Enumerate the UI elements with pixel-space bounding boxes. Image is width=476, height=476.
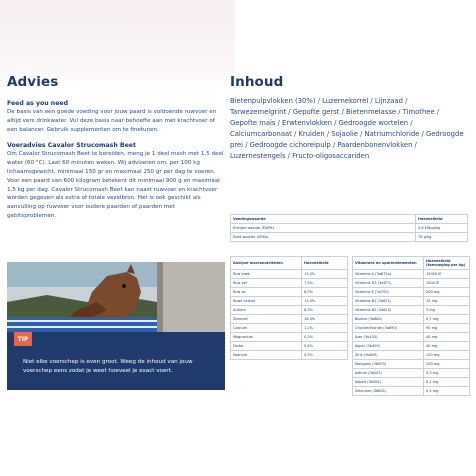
- table-cell: 90 mg: [424, 324, 470, 333]
- feed-text: De basis van een goede voeding voor jouw paard is voldoende ruwvoer en altijd vers drinkwater. Vul deze basis naar behoefte aan met krachtvoer of een balancer. Gebruik supplementen om te finetunen.: [7, 109, 217, 133]
- table-row: [231, 315, 348, 324]
- table-row: [353, 297, 470, 306]
- table-header: Vitamines en sporenelementen: [353, 257, 424, 270]
- tip-text: Niet elke voerschep is even groot. Weeg de inhoud van jouw voerschep eens zodat je weet hoeveel je exact voert.: [23, 359, 193, 374]
- table-cell: Vitamine D3 (3a671): [353, 279, 424, 288]
- horse-photo: [7, 262, 225, 332]
- ingredients-text: Bietenpulpvlokken (30%) / Luzernekorrel / Lijnzaad / Tarwezemelgrint / Gepofte gerst / Bietenmelasse / Timothee / Gepofte maïs / Erwtenvlokken / Gedroogde wortelen / Calciumcarbonaat / Kruiden / Sojaolie / Natriumchloride / Gedroogde prei / Gedroogde cichoreipulp / Paardenbonenvlokken / Luzernestengels / Fructo-oligosaccariden: [230, 97, 464, 160]
- table-cell: Koper (3b405): [353, 342, 424, 351]
- table-cell: 0,3 mg: [424, 369, 470, 378]
- advice-title: Advies: [7, 74, 59, 90]
- table-header: Analyse macronutriënten: [231, 257, 302, 270]
- table-row: [353, 387, 470, 396]
- feed-heading: Feed as you need: [7, 100, 69, 107]
- table-cell: 0,4%: [302, 342, 348, 351]
- tip-label: TIP: [14, 332, 32, 346]
- table-cell: 0,2%: [302, 333, 348, 342]
- table-cell: 200 mg: [424, 288, 470, 297]
- table-cell: 8,5%: [302, 306, 348, 315]
- table-row: [353, 279, 470, 288]
- table-row: [353, 288, 470, 297]
- content-column: [230, 74, 470, 162]
- table-cell: 1,2%: [302, 324, 348, 333]
- table-row: [231, 288, 348, 297]
- table-cell: 0,8 EWpa/kg: [416, 224, 468, 233]
- table-row: [231, 297, 348, 306]
- table-cell: 3 mg: [424, 306, 470, 315]
- table-row: [353, 270, 470, 279]
- vitamins-table: [352, 256, 470, 396]
- table-header: Hoeveelheid: [302, 257, 348, 270]
- table-cell: 1500 IE: [424, 279, 470, 288]
- table-cell: 13,0%: [302, 297, 348, 306]
- table-cell: Ruw as: [231, 288, 302, 297]
- table-cell: Calcium: [231, 324, 302, 333]
- table-cell: Jodium (3b202): [353, 369, 424, 378]
- table-cell: 78 g/kg: [416, 233, 468, 242]
- table-cell: Natrium: [231, 351, 302, 360]
- table-cell: Fosfor: [231, 342, 302, 351]
- table-row: [353, 315, 470, 324]
- table-header-row: [231, 215, 468, 224]
- table-cell: 40 mg: [424, 333, 470, 342]
- table-row: [353, 324, 470, 333]
- table-row: [231, 306, 348, 315]
- table-cell: 13,0%: [302, 270, 348, 279]
- table-row: [231, 233, 468, 242]
- table-cell: Zetmeel: [231, 315, 302, 324]
- table-cell: Ruw vet: [231, 279, 302, 288]
- table-cell: 0,4 mg: [424, 387, 470, 396]
- table-cell: Vitamine B1 (3a821): [353, 297, 424, 306]
- table-cell: IJzer (3b103): [353, 333, 424, 342]
- table-row: [353, 342, 470, 351]
- table-cell: 100 mg: [424, 360, 470, 369]
- table-header-row: [353, 257, 470, 270]
- table-row: [231, 342, 348, 351]
- table-cell: 0,5%: [302, 351, 348, 360]
- table-cell: 120 mg: [424, 351, 470, 360]
- advice-column: [7, 74, 225, 221]
- table-header: Hoeveelheid: [416, 215, 468, 224]
- table-row: [353, 369, 470, 378]
- table-row: [353, 351, 470, 360]
- table-cell: 0,1 mg: [424, 378, 470, 387]
- table-row: [231, 324, 348, 333]
- table-row: [231, 351, 348, 360]
- table-cell: Selenium (3b801): [353, 387, 424, 396]
- table-row: [231, 224, 468, 233]
- table-cell: Ruwe celstof: [231, 297, 302, 306]
- table-cell: Eiwit waarde (VREp): [231, 233, 416, 242]
- table-cell: Cholinechloride (3a890): [353, 324, 424, 333]
- table-cell: Ruw eiwit: [231, 270, 302, 279]
- energy-table: [230, 214, 468, 242]
- table-cell: Kobalt (3b304): [353, 378, 424, 387]
- table-cell: Mangaan (3b503): [353, 360, 424, 369]
- content-title: Inhoud: [230, 74, 284, 90]
- table-row: [231, 279, 348, 288]
- table-row: [353, 360, 470, 369]
- table-cell: Zink (3b605): [353, 351, 424, 360]
- table-row: [231, 270, 348, 279]
- table-cell: Vitamine B2 (3a825): [353, 306, 424, 315]
- table-cell: Energie waarde (EWPa): [231, 224, 416, 233]
- analysis-table: [230, 256, 348, 360]
- table-cell: 8,5%: [302, 288, 348, 297]
- table-row: [353, 306, 470, 315]
- advice-heading: Voeradvies Cavalor Strucomash Beet: [7, 142, 136, 150]
- advice-text: Om Cavalor Strucomash Beet te bereiden, meng je 1 deel mash met 1,5 deel water (60 °C). Laat 60 minuten weken. Wij adviseren om, per 100 kg lichaamsgewicht, minimaal 150 gr en maximaal 250 gr per dag te voeren. Voor een paard van 600 kilogram betekent dit minimaal 900 g en maximaal 1,5 kg per dag. Cavalor Strucomash Beet kan naast ruwvoer en krachtvoer worden gegeven als extra of totale vezelbron. Het is ook geschikt als aanvulling op ruwvoer voor oudere paarden of paarden met gebitsproblemen.: [7, 151, 224, 219]
- table-row: [353, 378, 470, 387]
- table-cell: Vitamine A (3a672a): [353, 270, 424, 279]
- table-cell: 15 mg: [424, 297, 470, 306]
- table-cell: 15000 IE: [424, 270, 470, 279]
- table-cell: 18,0%: [302, 315, 348, 324]
- table-cell: Biotine (3a880): [353, 315, 424, 324]
- table-cell: 7,5%: [302, 279, 348, 288]
- table-header: Hoeveelheid (toevoeging per kg): [424, 257, 470, 270]
- table-cell: Vitamine E (3a700): [353, 288, 424, 297]
- table-row: [231, 333, 348, 342]
- table-cell: Magnesium: [231, 333, 302, 342]
- table-header-row: [231, 257, 348, 270]
- table-header: Voedingswaarde: [231, 215, 416, 224]
- table-cell: Suikers: [231, 306, 302, 315]
- table-cell: 40 mg: [424, 342, 470, 351]
- table-row: [353, 333, 470, 342]
- table-cell: 0,7 mg: [424, 315, 470, 324]
